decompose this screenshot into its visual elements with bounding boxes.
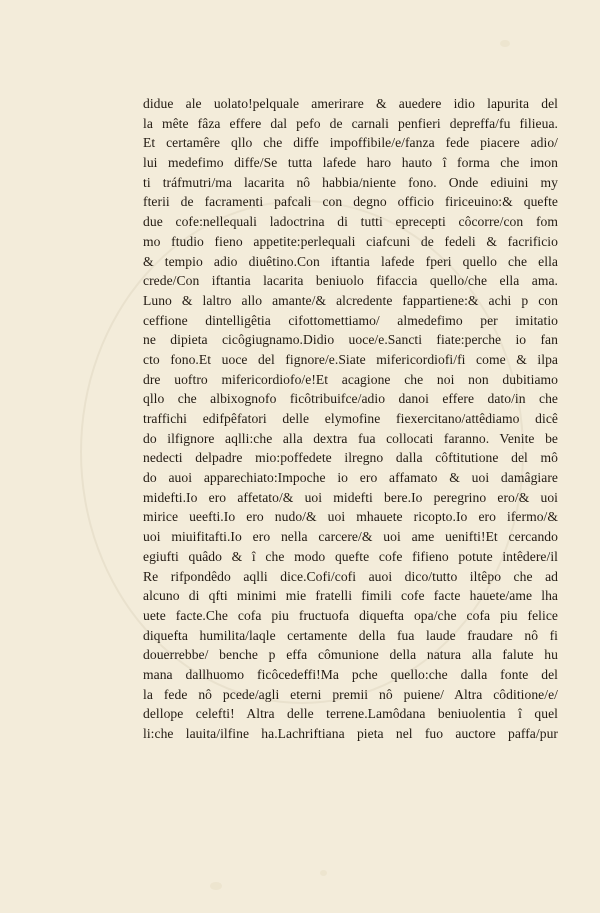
text-line: ne dipieta cicôgiugnamo.Didio uoce/e.Sancti fiate:perche io fan: [143, 332, 558, 348]
text-line: douerrebbe/ benche p effa cômunione della natura alla falute hu: [143, 647, 558, 663]
text-line: qllo che albixognofo ficôtribuifce/adio danoi effere dato/in che: [143, 391, 558, 407]
text-line: mirice ueefti.Io ero nudo/& uoi mhauete ricopto.Io ero ifermo/&: [143, 509, 558, 525]
text-line: diquefta humilita/laqle certamente della fua laude fraudare nô fi: [143, 627, 558, 643]
text-line: dellope celefti! Altra delle terrene.Lamôdana beniuolentia î quel: [143, 706, 558, 722]
foxing-spot: [210, 882, 222, 890]
text-line: do ilfignore aqlli:che alla dextra fua collocati faranno. Venite be: [143, 430, 558, 446]
text-line: la mête fâza effere dal pefo de carnali penfieri depreffa/fu filieua.: [143, 115, 558, 131]
text-line: uoi miuifitafti.Io ero nella carcere/& uoi ame uenifti!Et cercando: [143, 529, 558, 545]
text-line: mo ftudio fieno appetite:perlequali ciafcuni de fedeli & facrificio: [143, 233, 558, 249]
text-line: alcuno di qfti minimi mie fratelli fimili cofe facte hauete/ame lha: [143, 588, 558, 604]
text-line: Re rifpondêdo aqlli dice.Cofi/cofi auoi dico/tutto iltêpo che ad: [143, 568, 558, 584]
text-line: nedecti delpadre mio:poffedete ilregno dalla côftitutione del mô: [143, 450, 558, 466]
text-line: Luno & laltro allo amante/& alcredente fappartiene:& achi p con: [143, 292, 558, 308]
text-line: egiufti quâdo & î che modo quefte cofe fifieno potute intêdere/il: [143, 548, 558, 564]
text-line: ceffione dintelligêtia cifottomettiamo/ almedefimo per imitatio: [143, 312, 558, 328]
text-line: & tempio adio diuêtino.Con iftantia lafede fperi quello che ella: [143, 253, 558, 269]
text-line: uete facte.Che cofa piu fructuofa diquefta opa/che cofa piu felice: [143, 607, 558, 623]
text-line: didue ale uolato!pelquale amerirare & auedere idio lapurita del: [143, 96, 558, 111]
text-line: fterii de facramenti pafcali con degno officio firiceuino:& quefte: [143, 194, 558, 210]
text-line: crede/Con iftantia lacarita beniuolo fifaccia quello/che ella ama.: [143, 273, 558, 289]
text-line: cto fono.Et uoce del fignore/e.Siate mifericordiofi/fi come & ilpa: [143, 351, 558, 367]
text-line: mana dallhuomo ficôcedeffi!Ma pche quello:che dalla fonte del: [143, 666, 558, 682]
text-line: dre uoftro mifericordiofo/e!Et acagione che noi non dubitiamo: [143, 371, 558, 387]
text-line: la fede nô pcede/agli eterni premii nô puiene/ Altra côditione/e/: [143, 686, 558, 702]
text-line: due cofe:nellequali ladoctrina di tutti eprecepti côcorre/con fom: [143, 214, 558, 230]
text-line: do auoi apparechiato:Impoche io ero affamato & uoi damâgiare: [143, 470, 558, 486]
text-line: traffichi edifpêfatori delle elymofine fiexercitano/attêdiamo dicê: [143, 411, 558, 426]
foxing-spot: [320, 870, 327, 876]
text-line: Et certamêre qllo che diffe impoffibile/e/fanza fede piacere adio/: [143, 135, 558, 151]
text-line: li:che lauita/ilfine ha.Lachriftiana pieta nel fuo auctore paffa/pur: [143, 726, 558, 741]
text-line: lui medefimo diffe/Se tutta lafede haro hauto î forma che imon: [143, 155, 558, 171]
text-line: midefti.Io ero affetato/& uoi midefti bere.Io peregrino ero/& uoi: [143, 489, 558, 505]
text-block: [143, 94, 558, 744]
text-line: ti tráfmutri/ma lacarita nô habbia/niente fono. Onde ediuini my: [143, 174, 558, 190]
foxing-spot: [500, 40, 510, 47]
